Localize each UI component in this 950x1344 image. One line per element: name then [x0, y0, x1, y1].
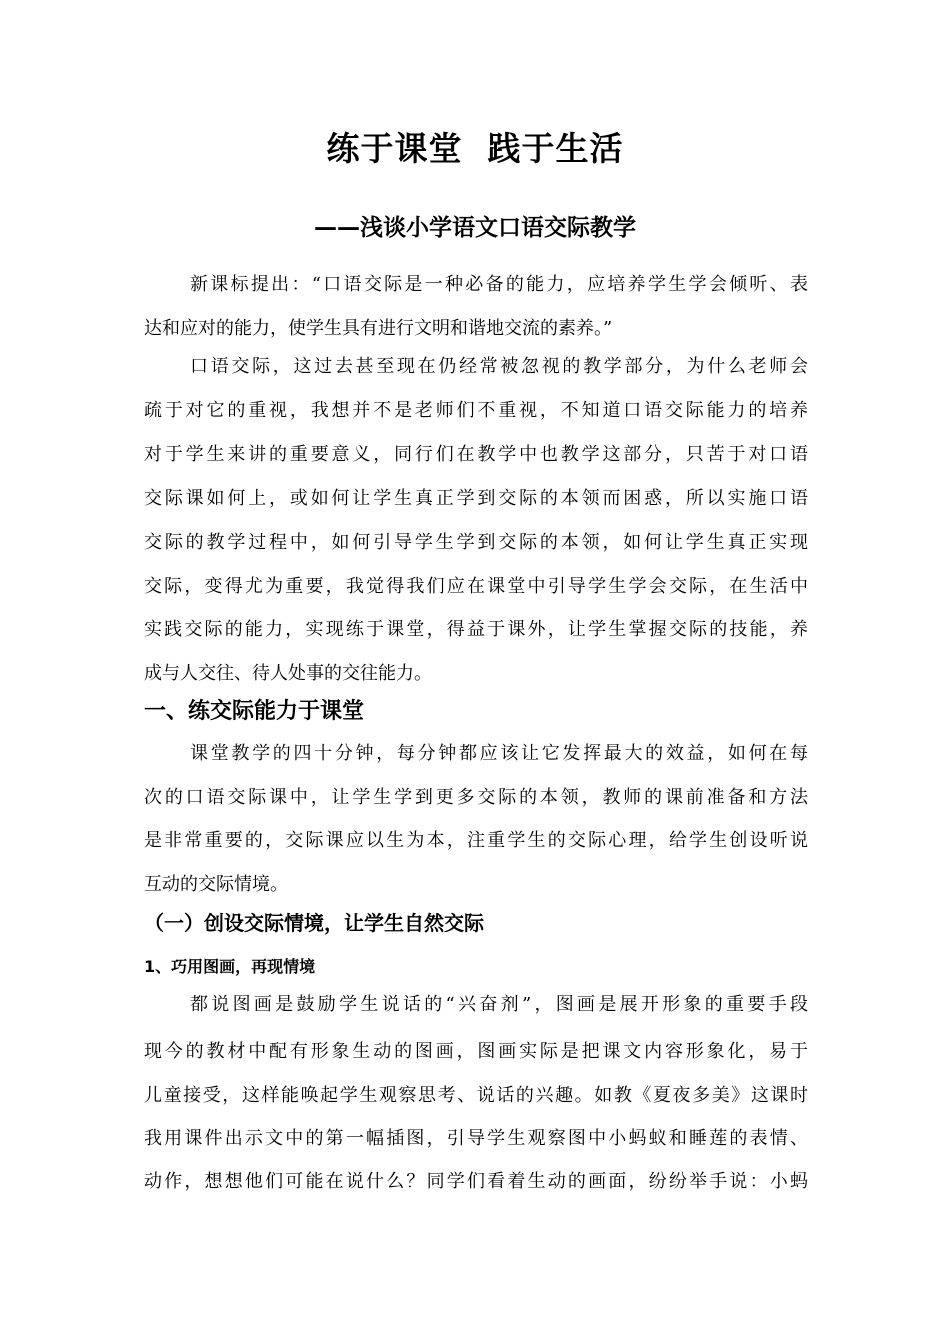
- paragraph-line: 实践交际的能力，实现练于课堂，得益于课外，让学生掌握交际的技能，养: [144, 619, 808, 640]
- paragraph-line: 新课标提出：“口语交际是一种必备的能力，应培养学生学会倾听、表: [190, 274, 808, 295]
- paragraph-line: 现今的教材中配有形象生动的图画，图画实际是把课文内容形象化，易于: [144, 1041, 808, 1062]
- paragraph-line: 我用课件出示文中的第一幅插图，引导学生观察图中小蚂蚁和睡莲的表情、: [144, 1128, 808, 1149]
- paragraph-line: 交际课如何上，或如何让学生真正学到交际的本领而困惑，所以实施口语: [144, 488, 808, 509]
- paragraph-line: 对于学生来讲的重要意义，同行们在教学中也教学这部分，只苦于对口语: [144, 444, 808, 465]
- paragraph-line: 次的口语交际课中，让学生学到更多交际的本领，教师的课前准备和方法: [144, 787, 808, 808]
- paragraph-line: 交际，变得尤为重要，我觉得我们应在课堂中引导学生学会交际，在生活中: [144, 576, 808, 597]
- paragraph-line: 动作，想想他们可能在说什么？同学们看着生动的画面，纷纷举手说：小蚂: [144, 1171, 808, 1192]
- document-subtitle: ——浅谈小学语文口语交际教学: [314, 215, 636, 241]
- paragraph-line: 儿童接受，这样能唤起学生观察思考、说话的兴趣。如教《夏夜多美》这课时: [144, 1085, 808, 1106]
- paragraph-line: 都说图画是鼓励学生说话的“兴奋剂”，图画是展开形象的重要手段: [190, 994, 808, 1015]
- item-heading: 1、巧用图画，再现情境: [144, 957, 316, 976]
- paragraph-line: 达和应对的能力，使学生具有进行文明和谐地交流的素养。”: [144, 318, 613, 339]
- document-title: 练于课堂 践于生活: [326, 129, 624, 168]
- paragraph-line: 是非常重要的，交际课应以生为本，注重学生的交际心理，给学生创设听说: [144, 830, 808, 851]
- subsection-heading: （一）创设交际情境，让学生自然交际: [144, 911, 484, 935]
- paragraph-line: 疏于对它的重视，我想并不是老师们不重视，不知道口语交际能力的培养: [144, 400, 808, 421]
- paragraph-line: 交际的教学过程中，如何引导学生学到交际的本领，如何让学生真正实现: [144, 532, 808, 553]
- paragraph-line: 口语交际，这过去甚至现在仍经常被忽视的教学部分，为什么老师会: [190, 356, 808, 377]
- section-heading: 一、练交际能力于课堂: [144, 699, 365, 724]
- paragraph-line: 成与人交往、待人处事的交往能力。: [144, 663, 432, 684]
- paragraph-line: 课堂教学的四十分钟，每分钟都应该让它发挥最大的效益，如何在每: [190, 743, 808, 764]
- paragraph-line: 互动的交际情境。: [144, 874, 288, 895]
